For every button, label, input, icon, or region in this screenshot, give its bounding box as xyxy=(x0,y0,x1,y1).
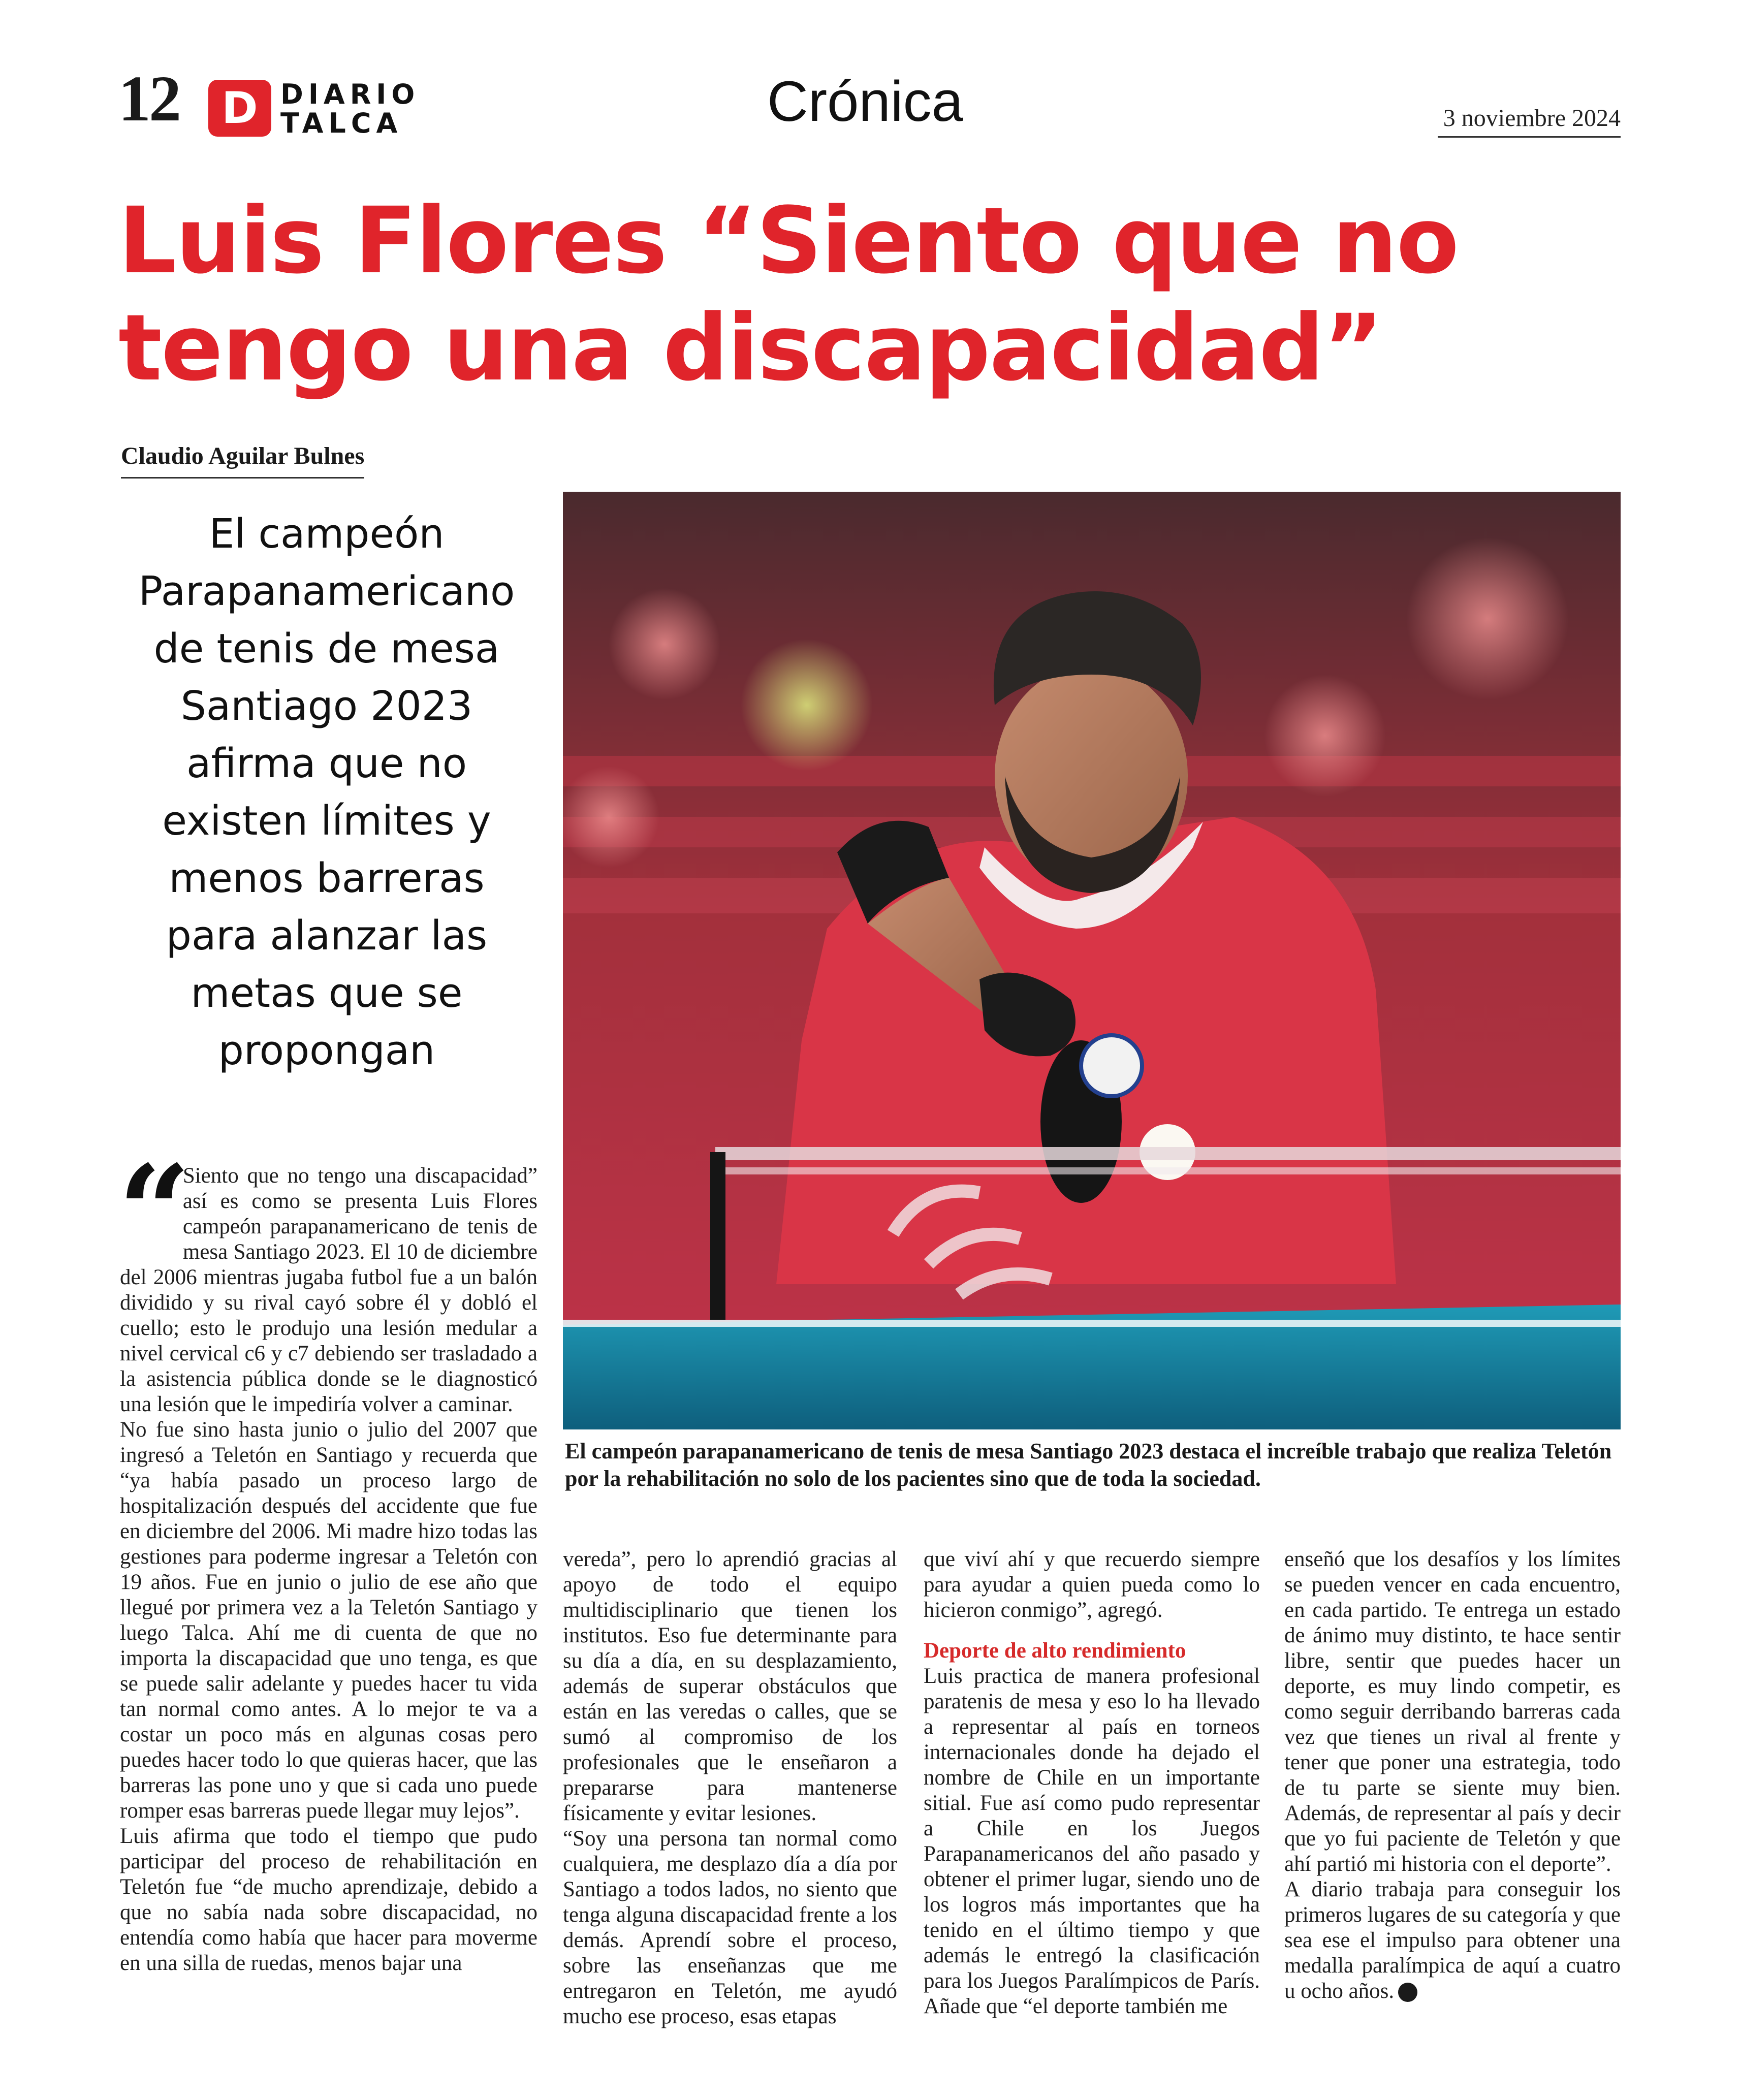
article-headline: Luis Flores “Siento que no tengo una discapacidad” xyxy=(118,188,1459,401)
article-column-3 xyxy=(924,1547,1260,2019)
diario-talca-logo-icon xyxy=(208,80,271,137)
logo-line-diario: DIARIO xyxy=(280,78,420,110)
section-subheading: Deporte de alto rendimiento xyxy=(924,1639,1186,1663)
article-deck: El campeón Parapanamericano de tenis de mesa Santiago 2023 afirma que no existen límites y menos barreras para alanzar las metas que se propongan xyxy=(138,511,515,1074)
publication-logo-text xyxy=(280,80,420,138)
article-photo xyxy=(563,492,1621,1429)
logo-line-talca: TALCA xyxy=(280,107,403,139)
paragraph: Luis afirma que todo el tiempo que pudo participar del proceso de rehabilitación en Teletón fue “de mucho aprendizaje, debido a que no sabía nada sobre discapacidad, no entendía como había que hacer para moverme en una silla de ruedas, menos bajar una xyxy=(120,1824,537,1975)
closing-paragraph xyxy=(1284,1877,1621,2004)
page-number: 12 xyxy=(118,62,179,135)
paragraph: No fue sino hasta junio o julio del 2007 que ingresó a Teletón en Santiago y recuerda que “ya había pasado un proceso largo de hospitalización después del accidente que fue en diciembre del 2006. Mi madre hizo todas las gestiones para poderme ingresar a Teletón con 19 años. Fue en junio o julio de ese año que llegué por primera vez a la Teletón Santiago y luego Talca. Ahí me di cuenta de que no importa la discapacidad que uno tenga, es que se puede salir adelante y puedes hacer tu vida tan normal como antes. A lo mejor te va a costar un poco más en algunas cosas pero puedes hacer todo lo que quieras hacer, que las barreras las pone uno y que si cada uno puede romper esas barreras puede llegar muy lejos”. xyxy=(120,1418,537,1823)
article-column-4 xyxy=(1284,1547,1621,2004)
photo-caption: El campeón parapanamericano de tenis de mesa Santiago 2023 destaca el increíble trabajo que realiza Teletón por la rehabilitación no solo de los pacientes sino que de toda la sociedad. xyxy=(565,1439,1612,1491)
issue-date: 3 noviembre 2024 xyxy=(1438,104,1621,138)
paragraph: que viví ahí y que recuerdo siempre para ayudar a quien pueda como lo hicieron conmigo”, agregó. xyxy=(924,1547,1260,1622)
paragraph: Siento que no tengo una discapacidad” así es como se presenta Luis Flores campeón parapanamericano de tenis de mesa Santiago 2023. El 10 de diciembre del 2006 mientras jugaba futbol fue a un balón dividido y su rival cayó sobre él y dobló el cuello; esto le produjo una lesión medular a nivel cervical c6 y c7 debiendo ser trasladado a la asistencia pública donde se le diagnosticó una lesión que le impediría volver a caminar. xyxy=(120,1164,537,1416)
article-byline: Claudio Aguilar Bulnes xyxy=(121,442,364,479)
section-title: Crónica xyxy=(767,70,963,133)
paragraph: vereda”, pero lo aprendió gracias al apoyo de todo el equipo multidisciplinario que tienen los institutos. Eso fue determinante para su día a día, en su desplazamiento, además de superar obstáculos que están en las veredas o calles, que se sumó al compromiso de los profesionales que le enseñaron a prepararse para mantenerse físicamente y evitar lesiones. xyxy=(563,1547,897,1825)
article-column-2 xyxy=(563,1547,897,2029)
paragraph: enseñó que los desafíos y los límites se pueden vencer en cada encuentro, en cada partido. Te entrega un estado de ánimo muy distinto, te hace sentir libre, sentir que puedes hacer un deporte, es muy lindo competir, es como seguir derribando barreras cada vez que tienes un rival al frente y tener que poner una estrategia, todo de tu parte se siente muy bien. Además, de representar al país y decir que yo fui paciente de Teletón y que ahí partió mi historia con el deporte”. xyxy=(1284,1547,1621,1876)
article-column-1 xyxy=(118,1137,537,1976)
paragraph: Luis practica de manera profesional paratenis de mesa y eso lo ha llevado a representar al país en torneos internacionales donde ha dejado el nombre de Chile en un importante sitial. Fue así como pudo representar a Chile en los Juegos Parapanamericanos del año pasado y obtener el primer lugar, siendo uno de los logros más importantes que ha tenido en el último tiempo y que además le entregó la clasificación para los Juegos Paralímpicos de París. Añade que “el deporte también me xyxy=(924,1664,1260,2018)
end-mark-icon xyxy=(1398,1983,1417,2002)
closing-text: A diario trabaja para conseguir los primeros lugares de su categoría y que sea ese el impulso para obtener una medalla paralímpica de aquí a cuatro u ocho años. xyxy=(1284,1878,1621,2003)
logo-mark-letter: D xyxy=(222,83,258,134)
paragraph: “Soy una persona tan normal como cualquiera, me desplazo día a día por Santiago a todos lados, no siento que tenga alguna discapacidad frente a los demás. Aprendí sobre el proceso, sobre las enseñanzas que me entregaron en Teletón, me ayudó mucho ese proceso, esas etapas xyxy=(563,1827,897,2028)
quote-mark-icon: “ xyxy=(118,1137,176,1286)
